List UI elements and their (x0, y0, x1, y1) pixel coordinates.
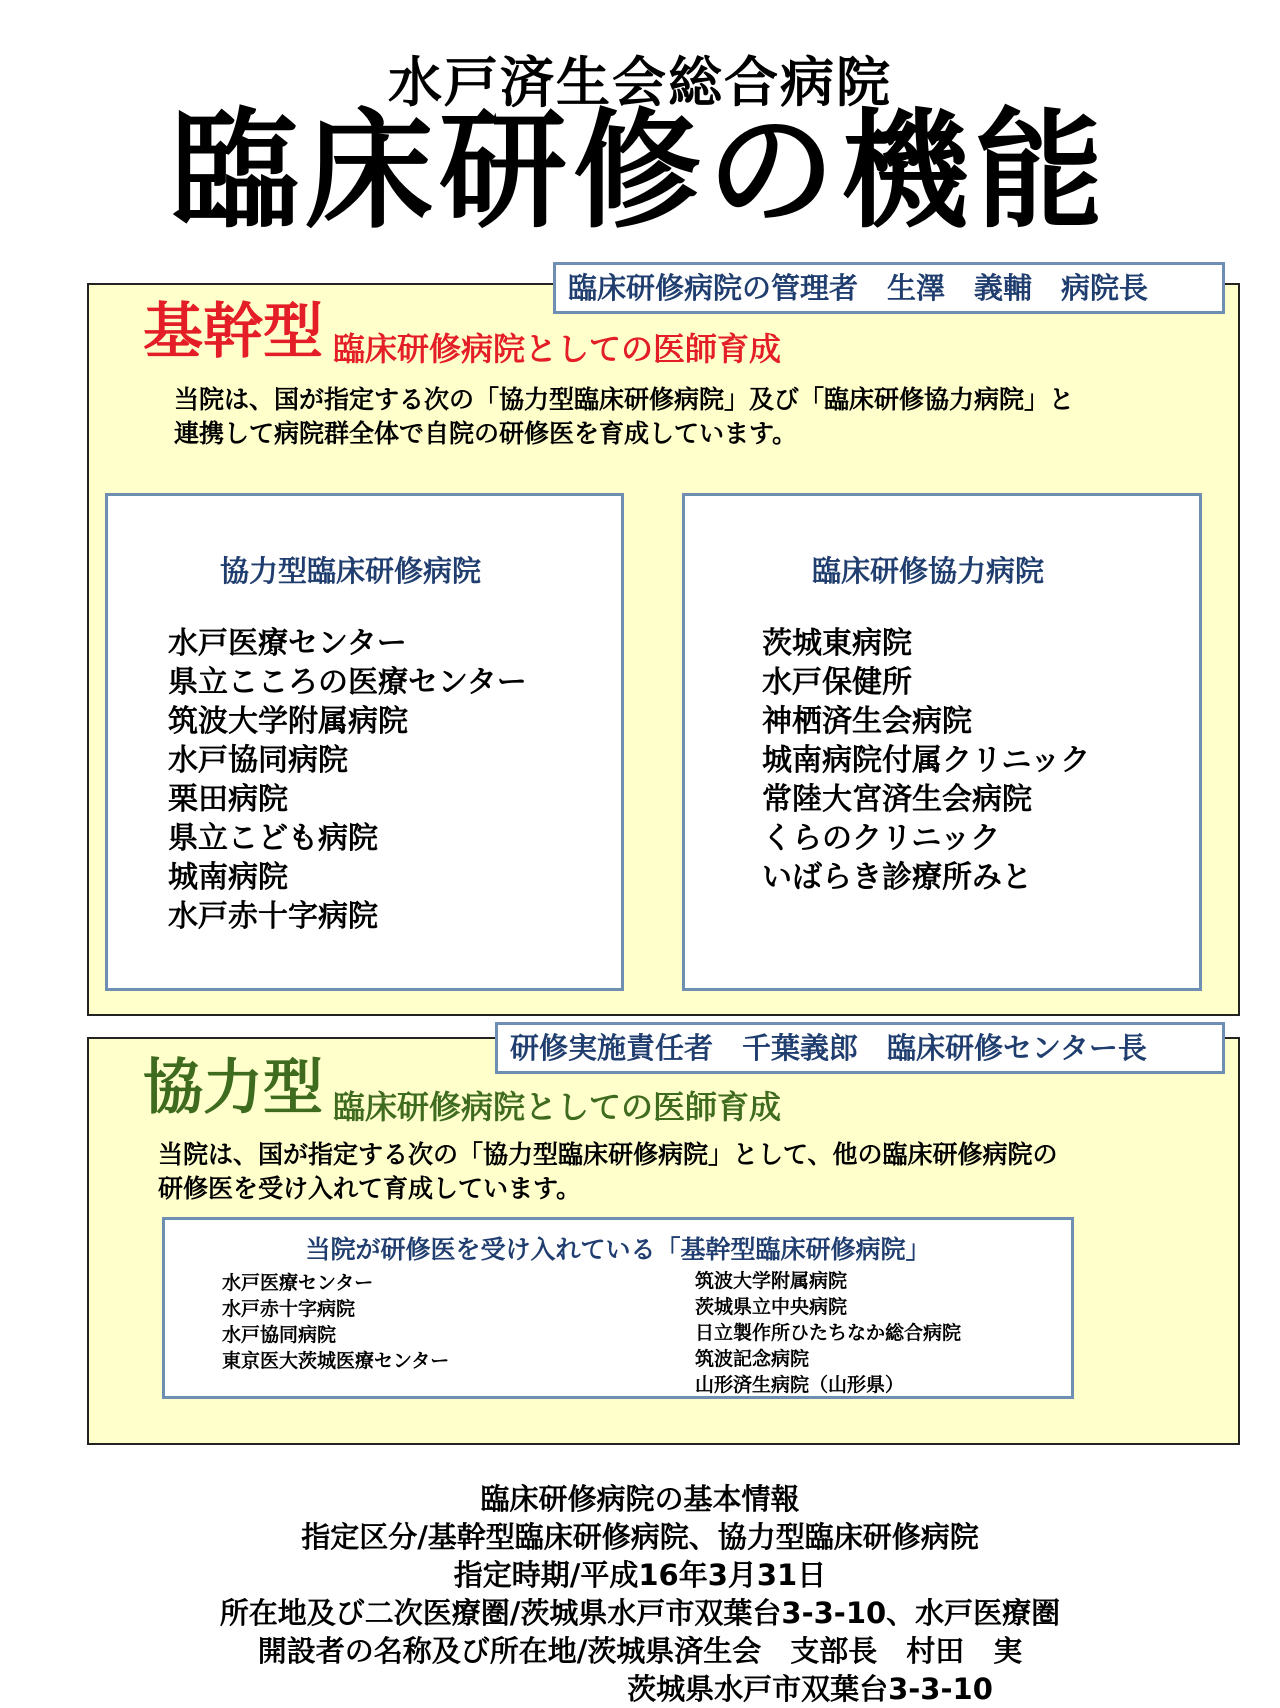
core-hospitals-list-right (695, 1268, 961, 1398)
cooperative-type-heading: 協力型 (143, 1053, 323, 1123)
description-line: 当院は、国が指定する次の「協力型臨床研修病院」及び「臨床研修協力病院」と (174, 385, 1075, 414)
training-director-tag: 研修実施責任者 千葉義郎 臨床研修センター長 (495, 1022, 1225, 1074)
list-item: 山形済生病院（山形県） (695, 1374, 905, 1396)
core-hospitals-title: 当院が研修医を受け入れている「基幹型臨床研修病院」 (305, 1235, 931, 1264)
list-item: 日立製作所ひたちなか総合病院 (695, 1322, 962, 1344)
list-item: 茨城県立中央病院 (695, 1296, 848, 1318)
page-title: 臨床研修の機能 (170, 97, 1109, 246)
cooperative-hospitals-list (168, 624, 527, 936)
list-item: 水戸医療センター (222, 1272, 374, 1294)
list-item: 水戸医療センター (168, 626, 407, 661)
basic-info (0, 1480, 1280, 1708)
basic-info-title: 臨床研修病院の基本情報 (480, 1482, 800, 1516)
cooperative-type-description (158, 1138, 1058, 1206)
list-item: 県立こころの医療センター (168, 665, 527, 700)
core-type-subheading: 臨床研修病院としての医師育成 (333, 330, 782, 368)
list-item: 東京医大茨城医療センター (222, 1350, 450, 1372)
description-line: 研修医を受け入れて育成しています。 (158, 1174, 582, 1203)
list-item: 筑波記念病院 (695, 1348, 810, 1370)
list-item: 筑波大学附属病院 (168, 704, 408, 739)
list-item: 筑波大学附属病院 (695, 1270, 848, 1292)
list-item: 水戸協同病院 (168, 743, 348, 778)
list-item: 水戸赤十字病院 (222, 1298, 356, 1320)
manager-tag: 臨床研修病院の管理者 生澤 義輔 病院長 (553, 262, 1225, 314)
list-item: 城南病院付属クリニック (762, 743, 1091, 778)
founder-info: 開設者の名称及び所在地/茨城県済生会 支部長 村田 実 (257, 1634, 1023, 1668)
cooperative-type-subheading: 臨床研修病院としての医師育成 (333, 1088, 782, 1126)
list-item: 水戸赤十字病院 (168, 899, 378, 934)
description-line: 当院は、国が指定する次の「協力型臨床研修病院」として、他の臨床研修病院の (158, 1140, 1058, 1169)
partner-facilities-list (762, 624, 1090, 897)
founder-address: 茨城県水戸市双葉台3-3-10 (627, 1672, 993, 1706)
list-item: くらのクリニック (762, 821, 1001, 856)
hospital-name: 水戸済生会総合病院 (388, 51, 892, 114)
location-info: 所在地及び二次医療圏/茨城県水戸市双葉台3-3-10、水戸医療圏 (219, 1596, 1061, 1630)
cooperative-hospitals-title: 協力型臨床研修病院 (220, 554, 482, 588)
list-item: 水戸保健所 (762, 665, 912, 700)
list-item: 水戸協同病院 (222, 1324, 337, 1346)
core-type-heading: 基幹型 (143, 297, 323, 367)
partner-facilities-title: 臨床研修協力病院 (812, 554, 1045, 588)
list-item: 茨城東病院 (762, 626, 912, 661)
designation-category: 指定区分/基幹型臨床研修病院、協力型臨床研修病院 (301, 1520, 979, 1554)
list-item: いばらき診療所みと (762, 860, 1032, 895)
description-line: 連携して病院群全体で自院の研修医を育成しています。 (174, 419, 798, 448)
list-item: 栗田病院 (168, 782, 288, 817)
core-hospitals-list-left (222, 1270, 449, 1374)
designation-date: 指定時期/平成16年3月31日 (453, 1558, 827, 1592)
list-item: 常陸大宮済生会病院 (762, 782, 1032, 817)
list-item: 城南病院 (168, 860, 288, 895)
core-type-description (174, 383, 1074, 451)
list-item: 神栖済生会病院 (762, 704, 972, 739)
list-item: 県立こども病院 (168, 821, 378, 856)
